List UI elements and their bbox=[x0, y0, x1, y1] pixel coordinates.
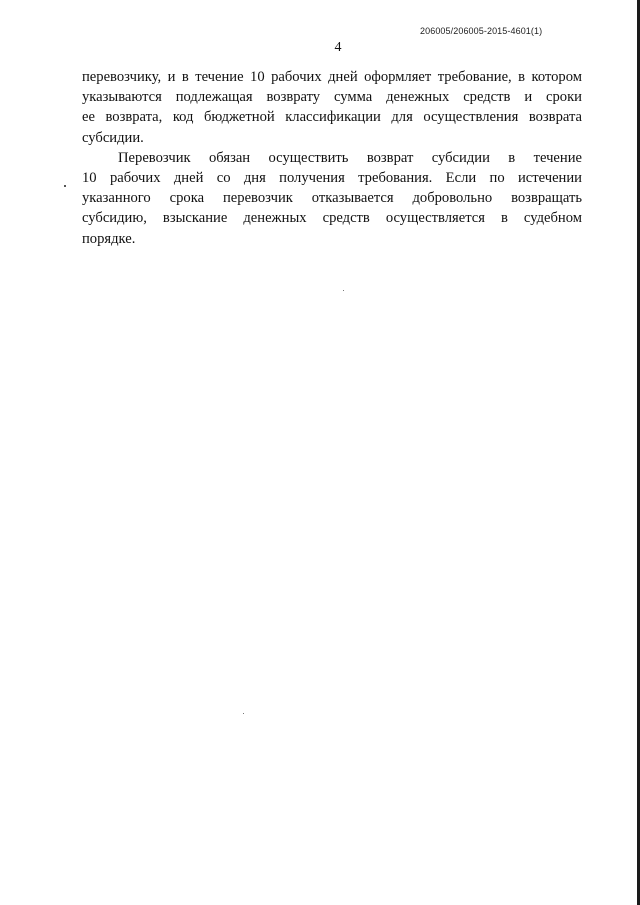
scan-speck bbox=[243, 713, 244, 714]
text-line: субсидии. bbox=[82, 129, 144, 146]
text-line: Перевозчик обязан осуществить возврат субсидии в течение bbox=[118, 149, 582, 166]
document-id: 206005/206005-2015-4601(1) bbox=[420, 26, 543, 36]
text-line: ее возврата, код бюджетной классификации для осуществления возврата bbox=[82, 109, 582, 126]
scan-speck bbox=[343, 290, 344, 291]
paragraph-2 bbox=[82, 148, 582, 249]
page-number: 4 bbox=[334, 40, 342, 55]
text-line: указываются подлежащая возврату сумма денежных средств и сроки bbox=[82, 89, 582, 106]
paragraph-1 bbox=[82, 67, 582, 148]
document-body bbox=[82, 67, 582, 249]
text-line: указанного срока перевозчик отказывается добровольно возвращать bbox=[82, 190, 582, 207]
text-line: перевозчику, и в течение 10 рабочих дней оформляет требование, в котором bbox=[82, 69, 582, 85]
scan-speck bbox=[64, 185, 66, 187]
text-line: 10 рабочих дней со дня получения требования. Если по истечении bbox=[82, 170, 582, 187]
text-line: субсидию, взыскание денежных средств осуществляется в судебном bbox=[82, 210, 582, 227]
text-line: порядке. bbox=[82, 230, 136, 247]
